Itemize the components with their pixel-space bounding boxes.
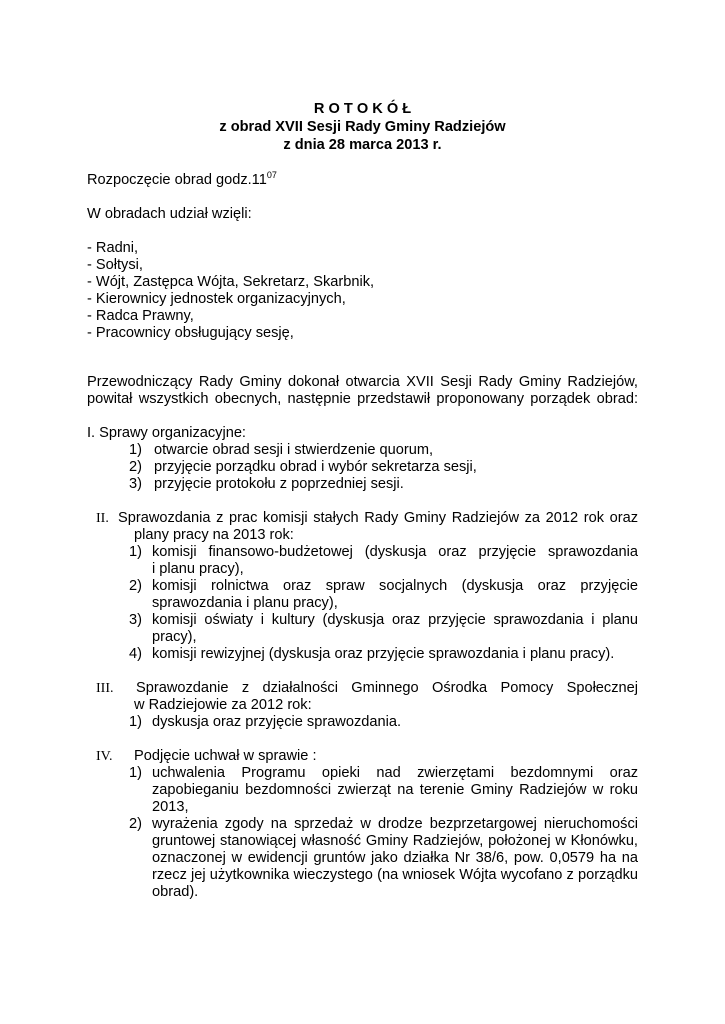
start-time-text: Rozpoczęcie obrad godz.11	[87, 172, 267, 188]
section-4-heading: Podjęcie uchwał w sprawie :	[134, 748, 317, 764]
section-3-line-2: w Radziejowie za 2012 rok:	[134, 697, 312, 713]
section-2-line-2: plany pracy na 2013 rok:	[134, 527, 294, 543]
section-4-numeral: IV.	[96, 749, 113, 764]
start-time-minutes: 07	[266, 170, 277, 181]
participant-item: - Kierownicy jednostek organizacyjnych,	[87, 291, 346, 307]
section-2-item-num: 2)	[129, 578, 142, 594]
section-2-item-text: komisji oświaty i kultury (dyskusja oraz przyjęcie sprawozdania i planu	[152, 612, 638, 628]
section-2-item-num: 3)	[129, 612, 142, 628]
participants-heading: W obradach udział wzięli:	[87, 206, 252, 222]
section-1-item-num: 1)	[129, 442, 142, 458]
section-4-item-1-line-2: zapobieganiu bezdomności zwierząt na terenie Gminy Radziejów w roku	[152, 782, 638, 798]
section-4-item-2-line-1: wyrażenia zgody na sprzedaż w drodze bezprzetargowej nieruchomości	[152, 816, 638, 832]
section-4-item-num: 1)	[129, 765, 142, 781]
section-4-item-1-line-1: uchwalenia Programu opieki nad zwierzętami bezdomnymi oraz	[152, 765, 638, 781]
start-time	[87, 172, 277, 189]
section-3-item-num: 1)	[129, 714, 142, 730]
section-3-line-1: Sprawozdanie z działalności Gminnego Ośrodka Pomocy Społecznej	[136, 680, 638, 696]
section-2-item-text-cont: sprawozdania i planu pracy),	[152, 595, 338, 611]
section-4-item-num: 2)	[129, 816, 142, 832]
section-4-item-2-line-5: obrad).	[152, 884, 199, 900]
section-2-item-text: komisji rolnictwa oraz spraw socjalnych (dyskusja oraz przyjęcie	[152, 578, 638, 594]
participant-item: - Pracownicy obsługujący sesję,	[87, 325, 294, 341]
participant-item: - Sołtysi,	[87, 257, 143, 273]
section-4-item-2-line-2: gruntowej stanowiącej własność Gminy Radziejów, położonej w Kłonówku,	[152, 833, 638, 849]
section-1-item-text: otwarcie obrad sesji i stwierdzenie quorum,	[154, 442, 434, 458]
section-2-item-num: 4)	[129, 646, 142, 662]
section-2-item-num: 1)	[129, 544, 142, 560]
section-3-item-text: dyskusja oraz przyjęcie sprawozdania.	[152, 714, 402, 730]
section-1-item-text: przyjęcie protokołu z poprzedniej sesji.	[154, 476, 404, 492]
section-2-numeral: II.	[96, 511, 109, 526]
section-3-numeral: III.	[96, 681, 114, 696]
section-1-item-num: 3)	[129, 476, 142, 492]
participant-item: - Radni,	[87, 240, 139, 256]
document-subtitle: z obrad XVII Sesji Rady Gminy Radziejów	[219, 119, 506, 135]
document-date: z dnia 28 marca 2013 r.	[283, 137, 442, 153]
section-2-item-text-cont: i planu pracy),	[152, 561, 244, 577]
section-1-item-num: 2)	[129, 459, 142, 475]
section-4-item-1-line-3: 2013,	[152, 799, 189, 815]
opening-line-2: powitał wszystkich obecnych, następnie przedstawił proponowany porządek obrad:	[87, 391, 638, 407]
participant-item: - Wójt, Zastępca Wójta, Sekretarz, Skarbnik,	[87, 274, 375, 290]
section-2-item-text: komisji rewizyjnej (dyskusja oraz przyjęcie sprawozdania i planu pracy).	[152, 646, 615, 662]
section-4-item-2-line-3: oznaczonej w ewidencji gruntów jako działka Nr 38/6, pow. 0,0579 ha na	[152, 850, 638, 866]
section-4-item-2-line-4: rzecz jej użytkownika wieczystego (na wniosek Wójta wycofano z porządku	[152, 867, 638, 883]
section-1-item-text: przyjęcie porządku obrad i wybór sekretarza sesji,	[154, 459, 477, 475]
section-2-item-text: komisji finansowo-budżetowej (dyskusja oraz przyjęcie sprawozdania	[152, 544, 638, 560]
section-2-line-1: Sprawozdania z prac komisji stałych Rady Gminy Radziejów za 2012 rok oraz	[118, 510, 638, 526]
section-2-item-text-cont: pracy),	[152, 629, 197, 645]
document-title: R O T O K Ó Ł	[313, 101, 412, 117]
participant-item: - Radca Prawny,	[87, 308, 194, 324]
section-1-heading: I. Sprawy organizacyjne:	[87, 425, 246, 441]
opening-line-1: Przewodniczący Rady Gminy dokonał otwarcia XVII Sesji Rady Gminy Radziejów,	[87, 374, 638, 390]
